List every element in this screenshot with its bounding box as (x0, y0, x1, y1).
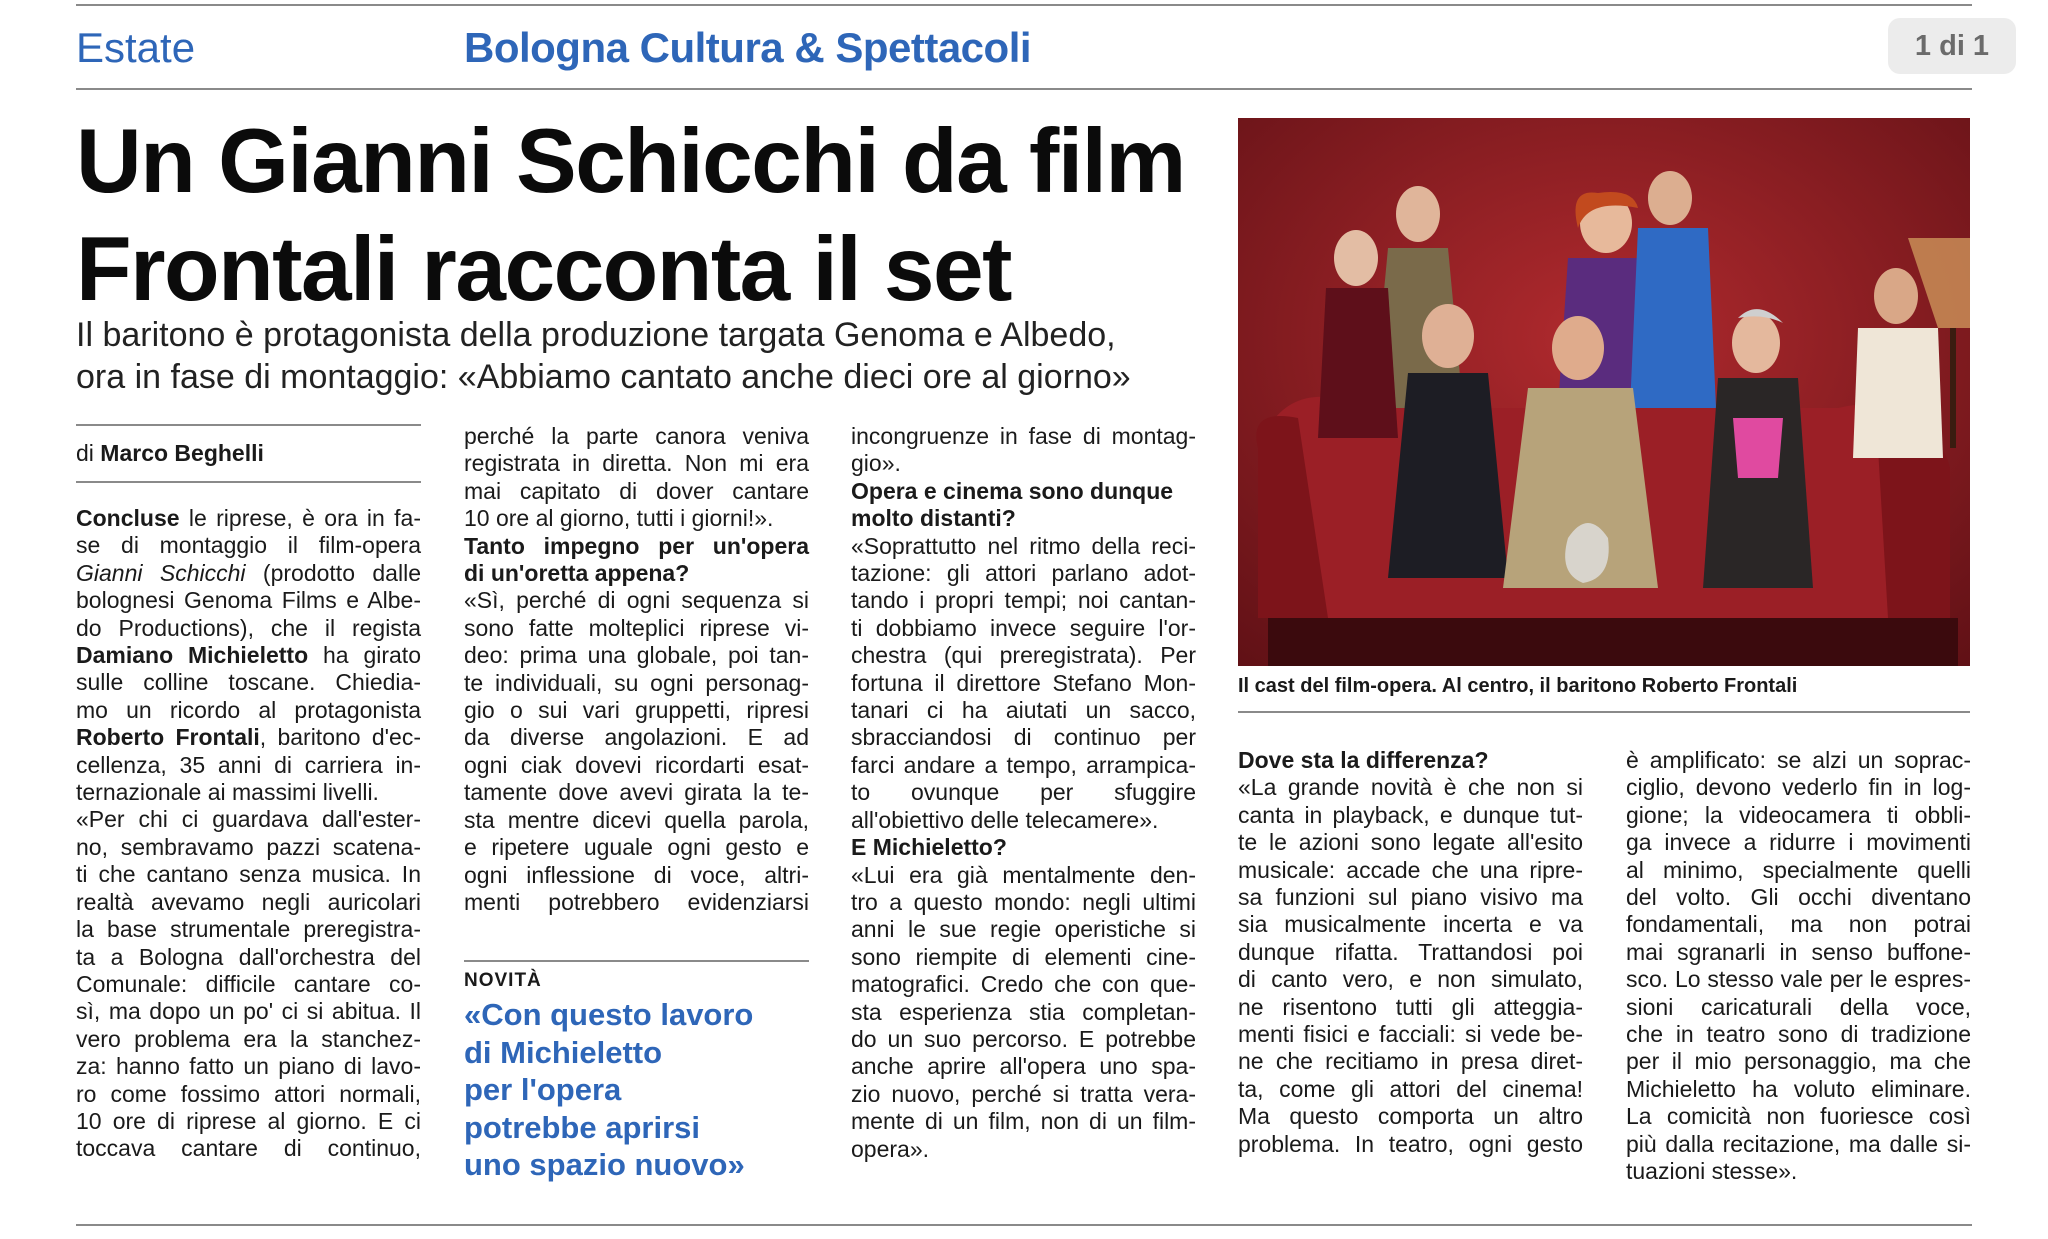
interview-question: Tanto impegno per un'opera (464, 532, 809, 559)
article-text-line: registrata in diretta. Non mi era (464, 450, 809, 477)
article-text-line: sbracciandosi di continuo per (851, 724, 1196, 751)
interview-question: E Michieletto? (851, 834, 1007, 861)
article-text-line: Michieletto ha voluto eliminare. (1626, 1075, 1971, 1102)
article-text-line: realtà avevamo negli auricolari (76, 888, 421, 915)
section-title: Bologna Cultura & Spettacoli (464, 24, 1032, 71)
byline-author: Marco Beghelli (100, 440, 264, 466)
article-text-line: toccava cantare di continuo, (76, 1135, 421, 1162)
article-text-line: sia musicalmente incerta e va (1238, 911, 1583, 938)
interview-question: molto distanti? (851, 505, 1016, 532)
article-text-line: sì, ma dopo un po' ci si abitua. Il (76, 998, 421, 1025)
article-text-line: tro a questo mondo: negli ultimi (851, 888, 1196, 915)
top-rule (76, 4, 1972, 6)
article-text-line: mai capitato di dover cantare (464, 477, 809, 504)
article-text-line: se di montaggio il film-opera (76, 532, 421, 559)
cast-photo-illustration (1238, 118, 1970, 666)
article-text-line: tanari ci ha aiutati un sacco, (851, 697, 1196, 724)
article-text-line: sta esperienza stia completan- (851, 998, 1196, 1025)
article-text-line: di canto vero, e non simulato, (1238, 966, 1583, 993)
article-text-line: te le azioni sono legate all'esito (1238, 829, 1583, 856)
cast-photo (1238, 118, 1970, 666)
pull-quote-line: potrebbe aprirsi (464, 1109, 700, 1145)
subheadline (76, 314, 1216, 398)
photo-caption: Il cast del film-opera. Al centro, il baritono Roberto Frontali (1238, 675, 1798, 697)
subheadline-line: Il baritono è protagonista della produzione targata Genoma e Albedo, (76, 316, 1116, 354)
article-text-line: è amplificato: se alzi un soprac- (1626, 747, 1971, 773)
article-text-line: menti fisici e facciali: si vede be- (1238, 1021, 1583, 1048)
article-text-line: ogni ciak dovevi ricordarti esat- (464, 751, 809, 778)
article-text-line: «Lui era già mentalmente den- (851, 861, 1196, 888)
article-text-line: gio». (851, 450, 901, 477)
article-text-line: mai sgranarli in senso buffone- (1626, 938, 1971, 965)
article-text-line: ogni inflessione di voce, altri- (464, 861, 809, 888)
article-column-2 (464, 423, 809, 916)
article-text-line: 10 ore di riprese al giorno. E ci (76, 1107, 421, 1134)
article-text-line: fortuna il direttore Stefano Mon- (851, 669, 1196, 696)
article-column-4 (1238, 747, 1583, 1158)
article-text-line: do Productions), che il regista (76, 614, 421, 641)
article-text-line: to ovunque per sfuggire (851, 779, 1196, 806)
article-text-line: Comunale: difficile cantare co- (76, 970, 421, 997)
article-text-line: ta a Bologna dall'orchestra del (76, 943, 421, 970)
article-text-line: zio nuovo, perché si tratta vera- (851, 1080, 1196, 1107)
article-text-line: «Sì, perché di ogni sequenza si (464, 587, 809, 614)
article-text-line: sono fatte molteplici riprese vi- (464, 614, 809, 641)
article-text-line: ti dobbiamo invece seguire l'or- (851, 614, 1196, 641)
article-text-line: da diverse angolazioni. E ad (464, 724, 809, 751)
article-text-line: sta mentre dicevi quella parola, (464, 806, 809, 833)
article-text-line: anche aprire all'opera uno spa- (851, 1053, 1196, 1080)
article-column-3 (851, 423, 1196, 1163)
article-text-line: Ma questo comporta un altro (1238, 1103, 1583, 1130)
caption-rule (1238, 711, 1970, 713)
section-label: Estate (76, 24, 196, 71)
article-text-line: no, sembravamo pazzi scatena- (76, 833, 421, 860)
article-text-line: ga invece a ridurre i movimenti (1626, 829, 1971, 856)
article-text-line: matografici. Credo che con que- (851, 971, 1196, 998)
article-text-line: gione; la videocamera ti obbli- (1626, 801, 1971, 828)
article-text-line: za: hanno fatto un piano di lavo- (76, 1053, 421, 1080)
article-text-line: menti potrebbero evidenziarsi (464, 888, 809, 915)
article-text-line: sioni caricaturali della voce, (1626, 993, 1971, 1020)
pull-quote-line: di Michieletto (464, 1034, 663, 1070)
article-text-line: Concluse le riprese, è ora in fa- (76, 505, 421, 531)
pull-quote (464, 996, 753, 1184)
article-text-line: gio o sui vari gruppetti, ripresi (464, 697, 809, 724)
article-text-line: e ripetere uguale ogni gesto e (464, 834, 809, 861)
headline (76, 108, 1216, 324)
box-label: NOVITÀ (464, 970, 542, 991)
article-text-line: chestra (qui preregistrata). Per (851, 642, 1196, 669)
article-text-line: la base strumentale preregistra- (76, 916, 421, 943)
article-text-line: sa funzioni sul piano visivo ma (1238, 884, 1583, 911)
article-text-line: opera». (851, 1135, 930, 1162)
interview-question: Dove sta la differenza? (1238, 747, 1489, 773)
pull-quote-line: per l'opera (464, 1072, 622, 1107)
article-text-line: mente di un film, non di un film- (851, 1108, 1196, 1135)
article-text-line: per il mio personaggio, ma che (1626, 1048, 1971, 1075)
article-text-line: 10 ore al giorno, tutti i giorni!». (464, 505, 774, 532)
article-text-line: Damiano Michieletto ha girato (76, 642, 421, 669)
header-rule (76, 88, 1972, 90)
byline-prefix: di (76, 440, 94, 466)
article-text-line: all'obiettivo delle telecamere». (851, 806, 1159, 833)
article-text-line: tando i propri tempi; noi cantan- (851, 587, 1196, 614)
bottom-rule (76, 1224, 1972, 1226)
article-text-line: tazione: gli attori parlano adot- (851, 560, 1196, 587)
article-text-line: «Per chi ci guardava dall'ester- (76, 806, 421, 833)
article-text-line: ne che recitiamo in presa diret- (1238, 1048, 1583, 1075)
article-text-line: perché la parte canora veniva (464, 423, 809, 449)
article-text-line: che in teatro sono di tradizione (1626, 1021, 1971, 1048)
article-text-line: ne risentono tutti gli atteggia- (1238, 993, 1583, 1020)
article-text-line: sono riempite di elementi cine- (851, 943, 1196, 970)
article-text-line: farci andare a tempo, arrampica- (851, 751, 1196, 778)
article-text-line: bolognesi Genoma Films e Albe- (76, 587, 421, 614)
article-text-line: tuazioni stesse». (1626, 1158, 1798, 1185)
headline-line: Frontali racconta il set (76, 219, 1011, 320)
interview-question: di un'oretta appena? (464, 560, 690, 587)
article-text-line: musicale: accade che una ripre- (1238, 856, 1583, 883)
article-text-line: al minimo, specialmente quelli (1626, 856, 1971, 883)
article-text-line: sco. Lo stesso vale per le espres- (1626, 966, 1971, 993)
article-text-line: più dalla recitazione, ma dalle si- (1626, 1130, 1971, 1157)
article-text-line: ternazionale ai massimi livelli. (76, 779, 379, 806)
article-text-line: ti che cantano senza musica. In (76, 861, 421, 888)
byline-rule-bottom (76, 481, 421, 483)
article-text-line: incongruenze in fase di montag- (851, 423, 1196, 449)
article-text-line: cellenza, 35 anni di carriera in- (76, 751, 421, 778)
byline-rule-top (76, 424, 421, 426)
interview-question: Opera e cinema sono dunque (851, 477, 1174, 504)
article-text-line: mo un ricordo al protagonista (76, 696, 421, 723)
article-text-line: canta in playback, e dunque tut- (1238, 801, 1583, 828)
article-text-line: sulle colline toscane. Chiedia- (76, 669, 421, 696)
subheadline-line: ora in fase di montaggio: «Abbiamo cantato anche dieci ore al giorno» (76, 358, 1131, 396)
article-text-line: del volto. Gli occhi diventano (1626, 884, 1971, 911)
article-text-line: «La grande novità è che non si (1238, 774, 1583, 801)
article-text-line: ciglio, devono vederlo fin in log- (1626, 774, 1971, 801)
article-text-line: ta, come gli attori del cinema! (1238, 1075, 1583, 1102)
pull-quote-line: uno spazio nuovo» (464, 1147, 745, 1182)
article-text-line: anni le sue regie operistiche si (851, 916, 1196, 943)
box-rule (464, 960, 809, 962)
article-column-5 (1626, 747, 1971, 1186)
article-column-1 (76, 505, 421, 1163)
article-text-line: problema. In teatro, ogni gesto (1238, 1130, 1583, 1157)
article-text-line: te individuali, su ogni personag- (464, 669, 809, 696)
article-text-line: fondamentali, ma non potrai (1626, 911, 1971, 938)
article-text-line: ro come fossimo attori normali, (76, 1080, 421, 1107)
headline-line: Un Gianni Schicchi da film (76, 111, 1185, 212)
article-text-line: vero problema era la stanchez- (76, 1025, 421, 1052)
pull-quote-line: «Con questo lavoro (464, 997, 754, 1032)
article-text-line: dunque rifatta. Trattandosi poi (1238, 938, 1583, 965)
page-indicator[interactable]: 1 di 1 (1888, 18, 2016, 74)
byline (76, 440, 264, 467)
article-text-line: «Soprattutto nel ritmo della reci- (851, 532, 1196, 559)
article-text-line: Roberto Frontali, baritono d'ec- (76, 724, 421, 751)
article-text-line: do un suo percorso. E potrebbe (851, 1025, 1196, 1052)
article-text-line: deo: prima una globale, poi tan- (464, 642, 809, 669)
article-text-line: Gianni Schicchi (prodotto dalle (76, 559, 421, 586)
article-text-line: La comicità non fuoriesce così (1626, 1103, 1971, 1130)
article-text-line: tamente dove avevi girata la te- (464, 779, 809, 806)
